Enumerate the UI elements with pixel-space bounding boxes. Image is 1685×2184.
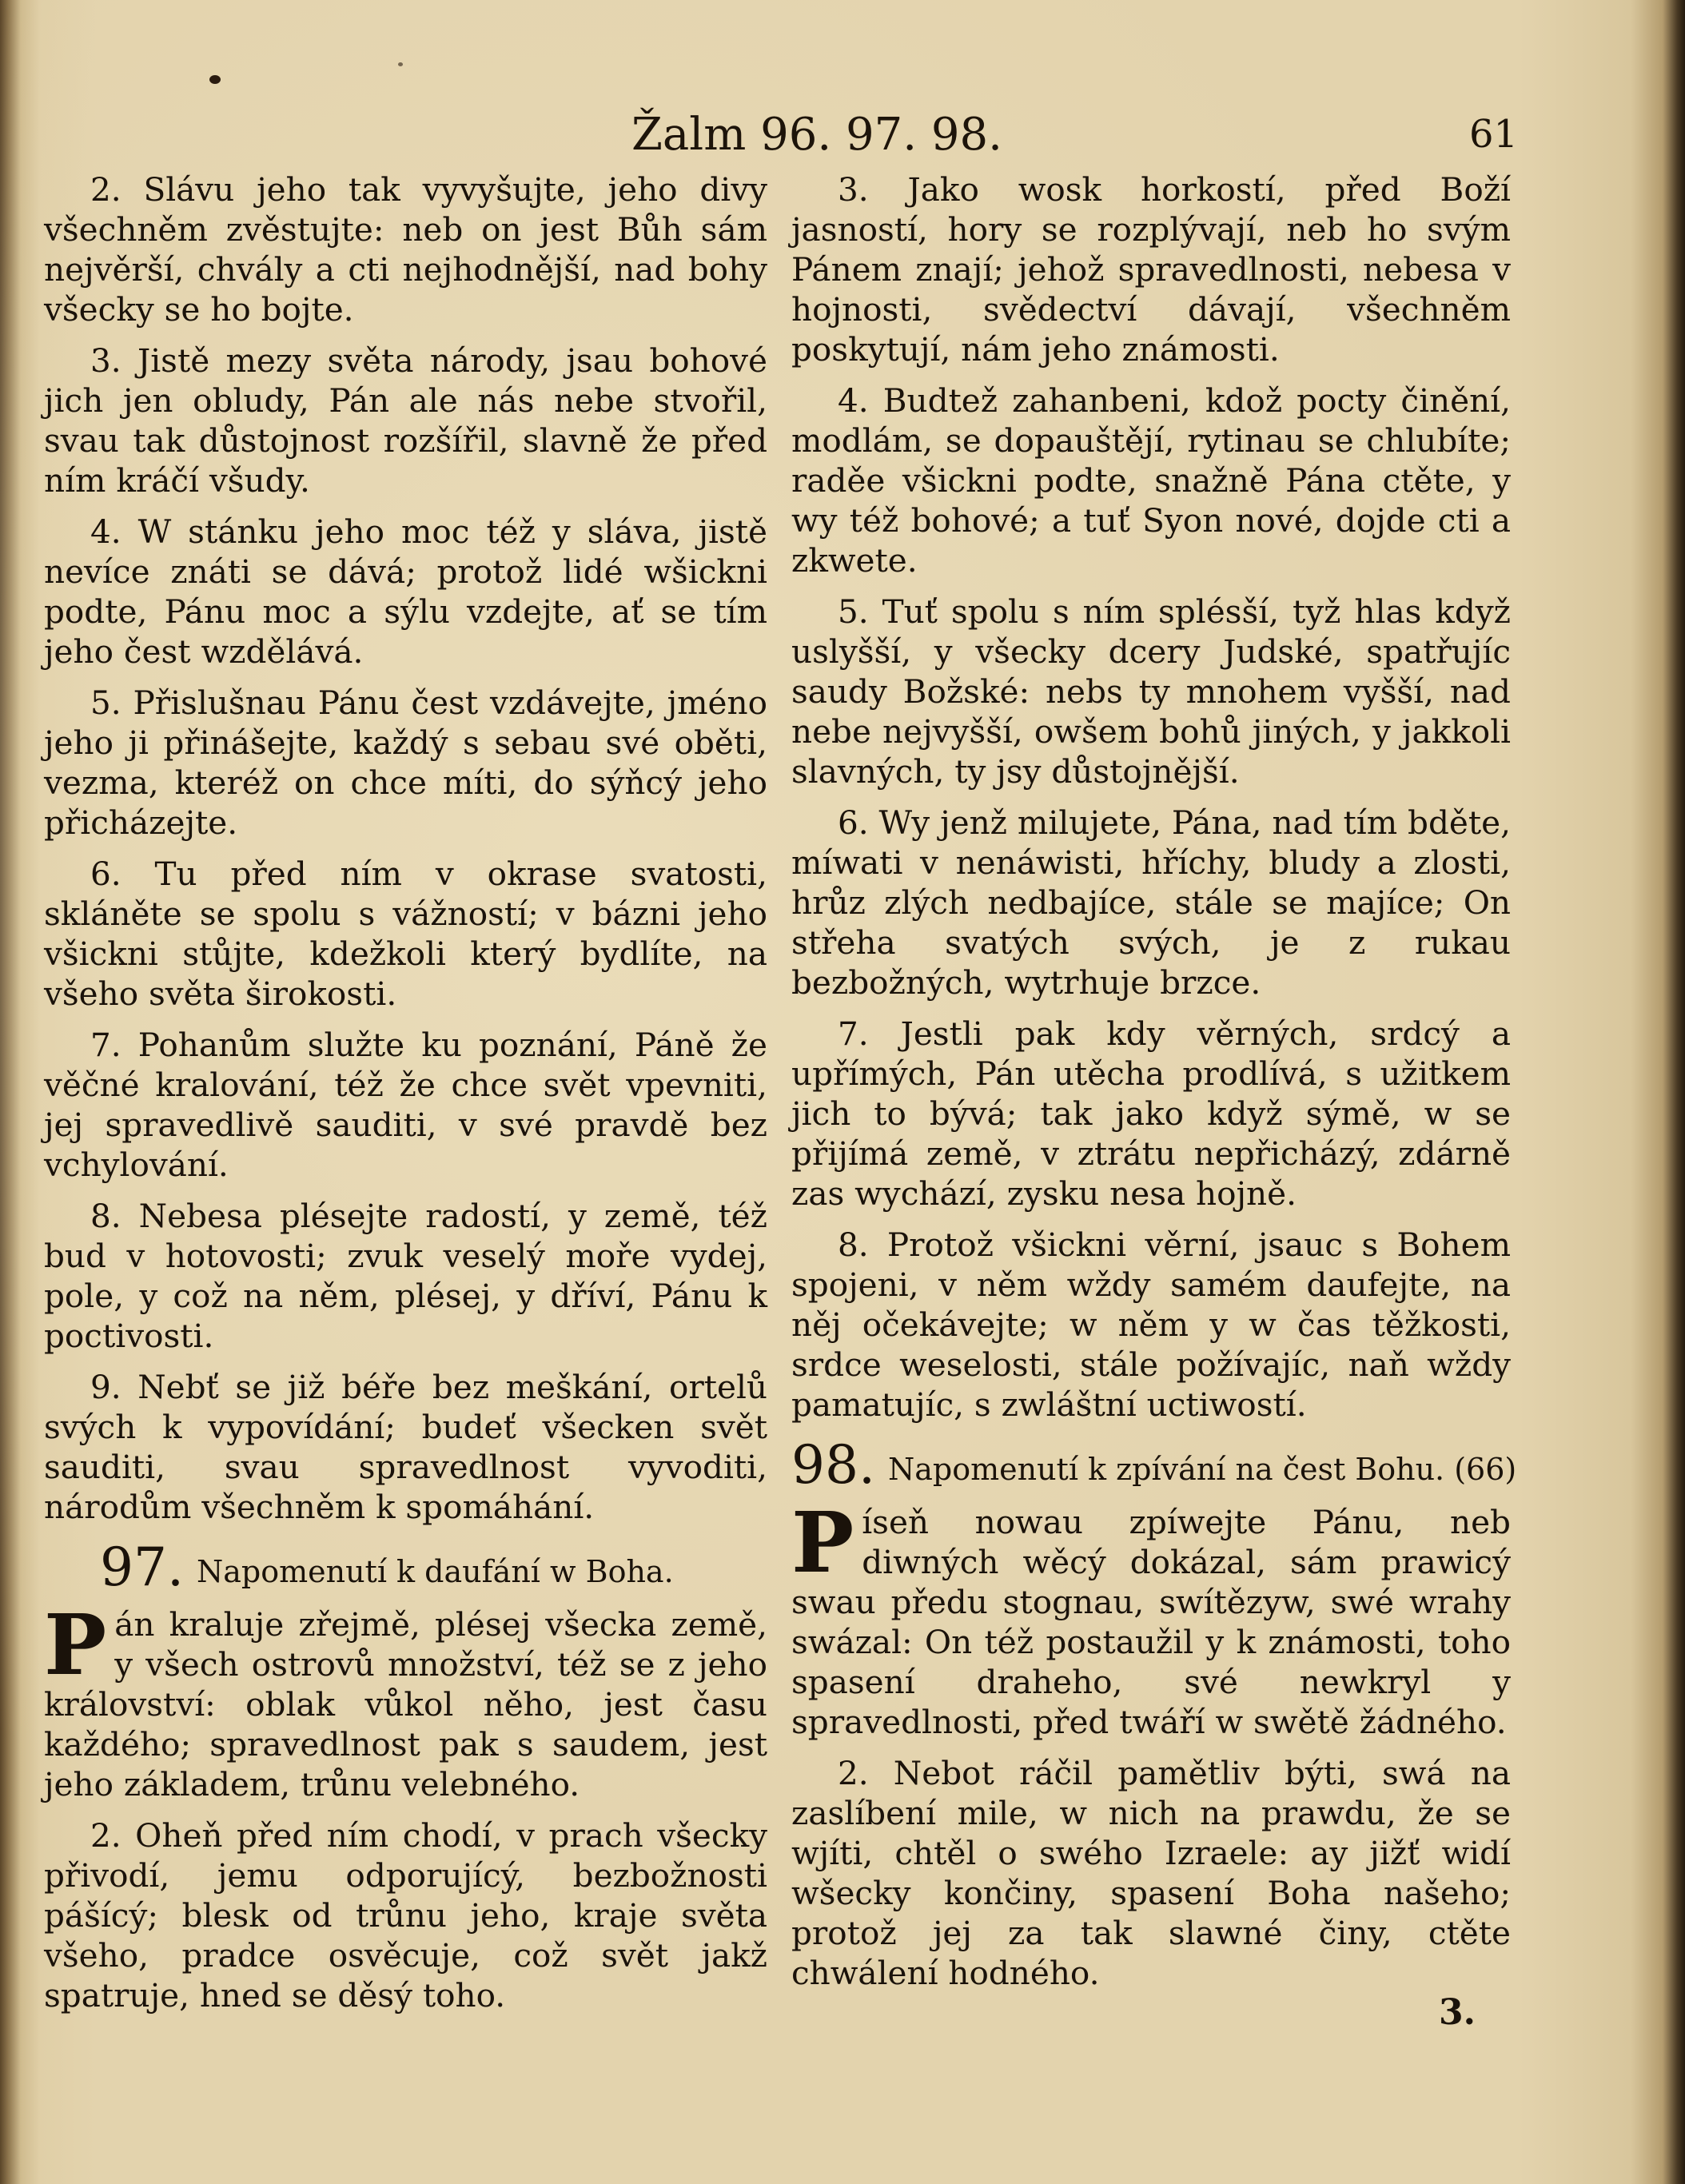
verse: 2. Oheň před ním chodí, v prach všecky přivodí, jemu odporujícý, bezbožnosti pášícý; blesk od trůnu jeho, kraje světa všeho, pradce osvěcuje, což svět jakž spatruje, hned se děsý toho. [44,1816,767,2015]
psalm-97-verse-1 [44,1596,767,1804]
psalm-title: Napomenutí k zpívání na čest Bohu. (66) [887,1452,1517,1487]
verse: 7. Jestli pak kdy věrných, srdcý a upřímých, Pán utěcha prodlívá, s užitkem jich to bývá; tak jako když sýmě, w se přijímá země, v ztrátu nepřicházý, zdárně zas wychází, zysku nesa hojně. [791,1014,1511,1213]
verse: 2. Slávu jeho tak vyvyšujte, jeho divy všechněm zvěstujte: neb on jest Bůh sám nejvěrší, chvály a cti nejhodnější, nad bohy všecky se ho bojte. [44,170,767,329]
ink-spot [209,75,221,84]
psalm-98-verse-1 [791,1493,1511,1742]
verse: 6. Wy jenž milujete, Pána, nad tím bděte, míwati v nenáwisti, hříchy, bludy a zlosti, hrůz zlých nedbajíce, stále se majíce; On střeha svatých svých, je z rukau bezbožných, wytrhuje brzce. [791,803,1511,1002]
psalm-97-heading [44,1536,767,1598]
verse: 5. Přislušnau Pánu čest vzdávejte, jméno jeho ji přinášejte, každý s sebau své oběti, vezma, kteréž on chce míti, do sýňcý jeho přicházejte. [44,683,767,842]
page-number: 61 [1469,112,1519,157]
verse: 6. Tu před ním v okrase svatosti, skláněte se spolu s vážností; v bázni jeho všickni stůjte, kdežkoli který bydlíte, na všeho světa širokosti. [44,855,767,1013]
verse: 4. Budtež zahanbeni, kdož pocty činění, modlám, se dopauštějí, rytinau se chlubíte; raděe všickni podte, snažně Pána ctěte, y wy též bohové; a tuť Syon nové, dojde cti a zkwete. [791,381,1511,580]
verse: 7. Pohanům služte ku poznání, Páně že věčné kralování, též že chce svět vpevniti, jej spravedlivě sauditi, v své pravdě bez vchylování. [44,1026,767,1184]
verse: 4. W stánku jeho moc též y sláva, jistě nevíce znáti se dává; protož lidé wšickni podte, Pánu moc a sýlu vzdejte, ať se tím jeho čest wzdělává. [44,512,767,671]
right-column [791,169,1517,2004]
psalm-title: Napomenutí k daufání w Boha. [196,1554,674,1589]
catchword: 3. [1439,1992,1476,2033]
initial-letter: P [44,1596,107,1694]
verse: 2. Nebot ráčil pamětliv býti, swá na zaslíbení mile, w nich na prawdu, že se wjíti, chtěl o swého Izraele: ay jižť widí wšecky končiny, spasení Boha našeho; protož jej za tak slawné činy, ctěte chwálení hodného. [791,1754,1511,1992]
verse: 8. Nebesa plésejte radostí, y země, též bud v hotovosti; zvuk veselý moře vydej, pole, y což na něm, plésej, y dříví, Pánu k poctivosti. [44,1197,767,1355]
ink-spot [398,62,403,66]
psalm-number: 97. [100,1536,184,1598]
initial-letter: P [791,1493,854,1592]
psalm-number: 98. [791,1434,875,1496]
running-head-title: Žalm 96. 97. 98. [631,109,1002,161]
verse-text: án kraluje zřejmě, plésej všecka země, y všech ostrovů množství, též se z jeho království: oblak vůkol něho, jest času každého; spravedlnost pak s saudem, jest jeho základem, trůnu velebného. [44,1605,767,1803]
verse: 3. Jistě mezy světa národy, jsau bohové jich jen obludy, Pán ale nás nebe stvořil, svau tak důstojnost rozšířil, slavně že před ním kráčí všudy. [44,341,767,500]
verse: 9. Nebť se již béře bez meškání, ortelů svých k vypovídání; budeť všecken svět sauditi, svau spravedlnost vyvoditi, národům všechněm k spomáhání. [44,1368,767,1526]
verse: 8. Protož všickni věrní, jsauc s Bohem spojeni, v něm wždy samém daufejte, na něj očekávejte; w něm y w čas těžkosti, srdce weselosti, stále požívajíc, naň wždy pamatujíc, s zwláštní uctiwostí. [791,1226,1511,1424]
left-column [44,169,767,2027]
psalm-98-heading [791,1434,1517,1496]
verse: 5. Tuť spolu s ním splésší, tyž hlas když uslyšší, y všecky dcery Judské, spatřujíc saudy Božské: nebs ty mnohem vyšší, nad nebe nejvyšší, owšem bohů jiných, y jakkoli slavných, ty jsy důstojnější. [791,592,1511,791]
verse-text: íseň nowau zpíwejte Pánu, neb diwných wěcý dokázal, sám prawicý swau předu stognau, swítězyw, swé wrahy swázal: On též postaužil y k známosti, toho spasení draheho, své newkryl y spravedlnosti, před twáří w swětě žádného. [791,1503,1511,1741]
verse: 3. Jako wosk horkostí, před Boží jasností, hory se rozplývají, neb ho svým Pánem znají; jehož spravedlnosti, nebesa v hojnosti, svědectví dávají, všechněm poskytují, nám jeho známosti. [791,170,1511,369]
